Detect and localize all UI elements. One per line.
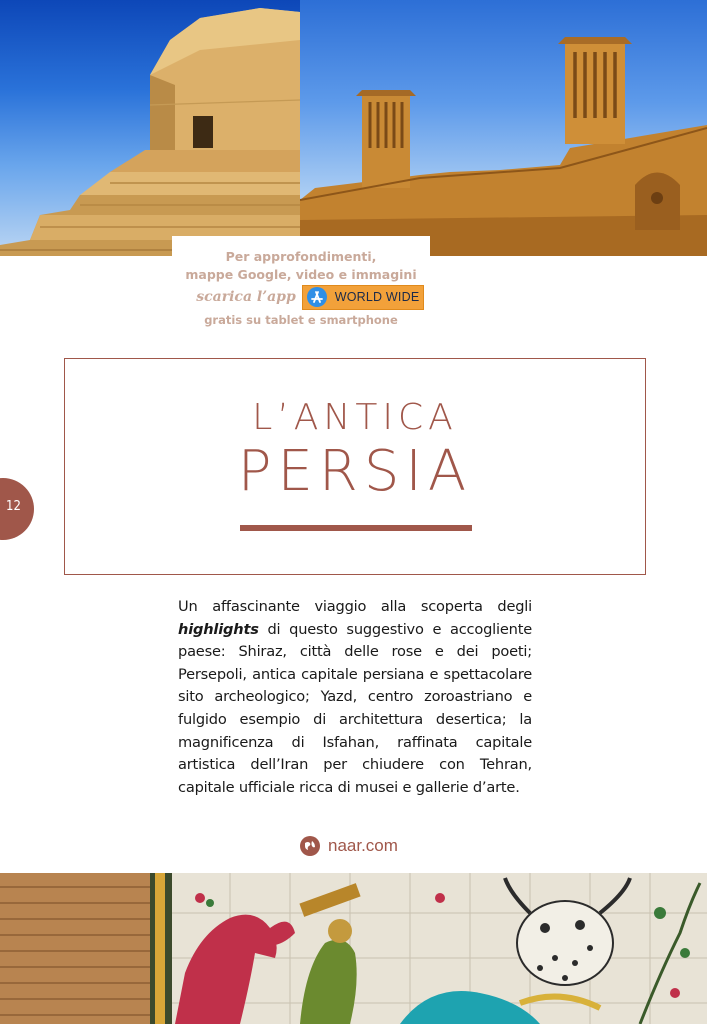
photo-yazd-windtowers	[300, 0, 707, 256]
promo-app-row	[172, 284, 430, 310]
photo-tile-panel	[0, 873, 707, 1024]
promo-line-4: gratis su tablet e smartphone	[204, 313, 398, 327]
body-intro: Un affascinante viaggio alla scoperta degli	[178, 598, 532, 615]
app-store-icon	[307, 287, 327, 307]
title-rule	[240, 525, 472, 531]
promo-scarica-label: scarica l’app	[196, 289, 296, 305]
photo-tomb-of-cyrus	[0, 0, 300, 256]
body-paragraph	[178, 596, 532, 799]
promo-line-2: mappe Google, video e immagini	[185, 267, 417, 282]
page-number: 12	[6, 499, 21, 514]
body-rest: di questo suggestivo e accogliente paese: Shiraz, città delle rose e dei poeti; Persepoli, antica capitale persiana e spettacolare sito archeologico; Yazd, centro zoroastriano e fulgido esempio di architettura desertica; la magnificenza di Isfahan, raffinata capitale artistica dell’Iran per chiudere con Tehran, capitale ufficiale ricca di musei e gallerie d’arte.	[178, 620, 532, 796]
promo-line-1: Per approfondimenti,	[225, 249, 377, 264]
website	[300, 836, 398, 856]
app-name: WORLD WIDE	[334, 290, 420, 304]
app-promo	[172, 236, 430, 332]
title-frame	[64, 358, 646, 575]
title-small: L’ANTICA	[252, 397, 458, 438]
app-download-badge[interactable]	[302, 285, 424, 310]
body-highlight: highlights	[178, 620, 259, 638]
title-big: PERSIA	[237, 439, 473, 504]
website-link[interactable]: naar.com	[328, 836, 398, 855]
globe-icon	[300, 836, 320, 856]
